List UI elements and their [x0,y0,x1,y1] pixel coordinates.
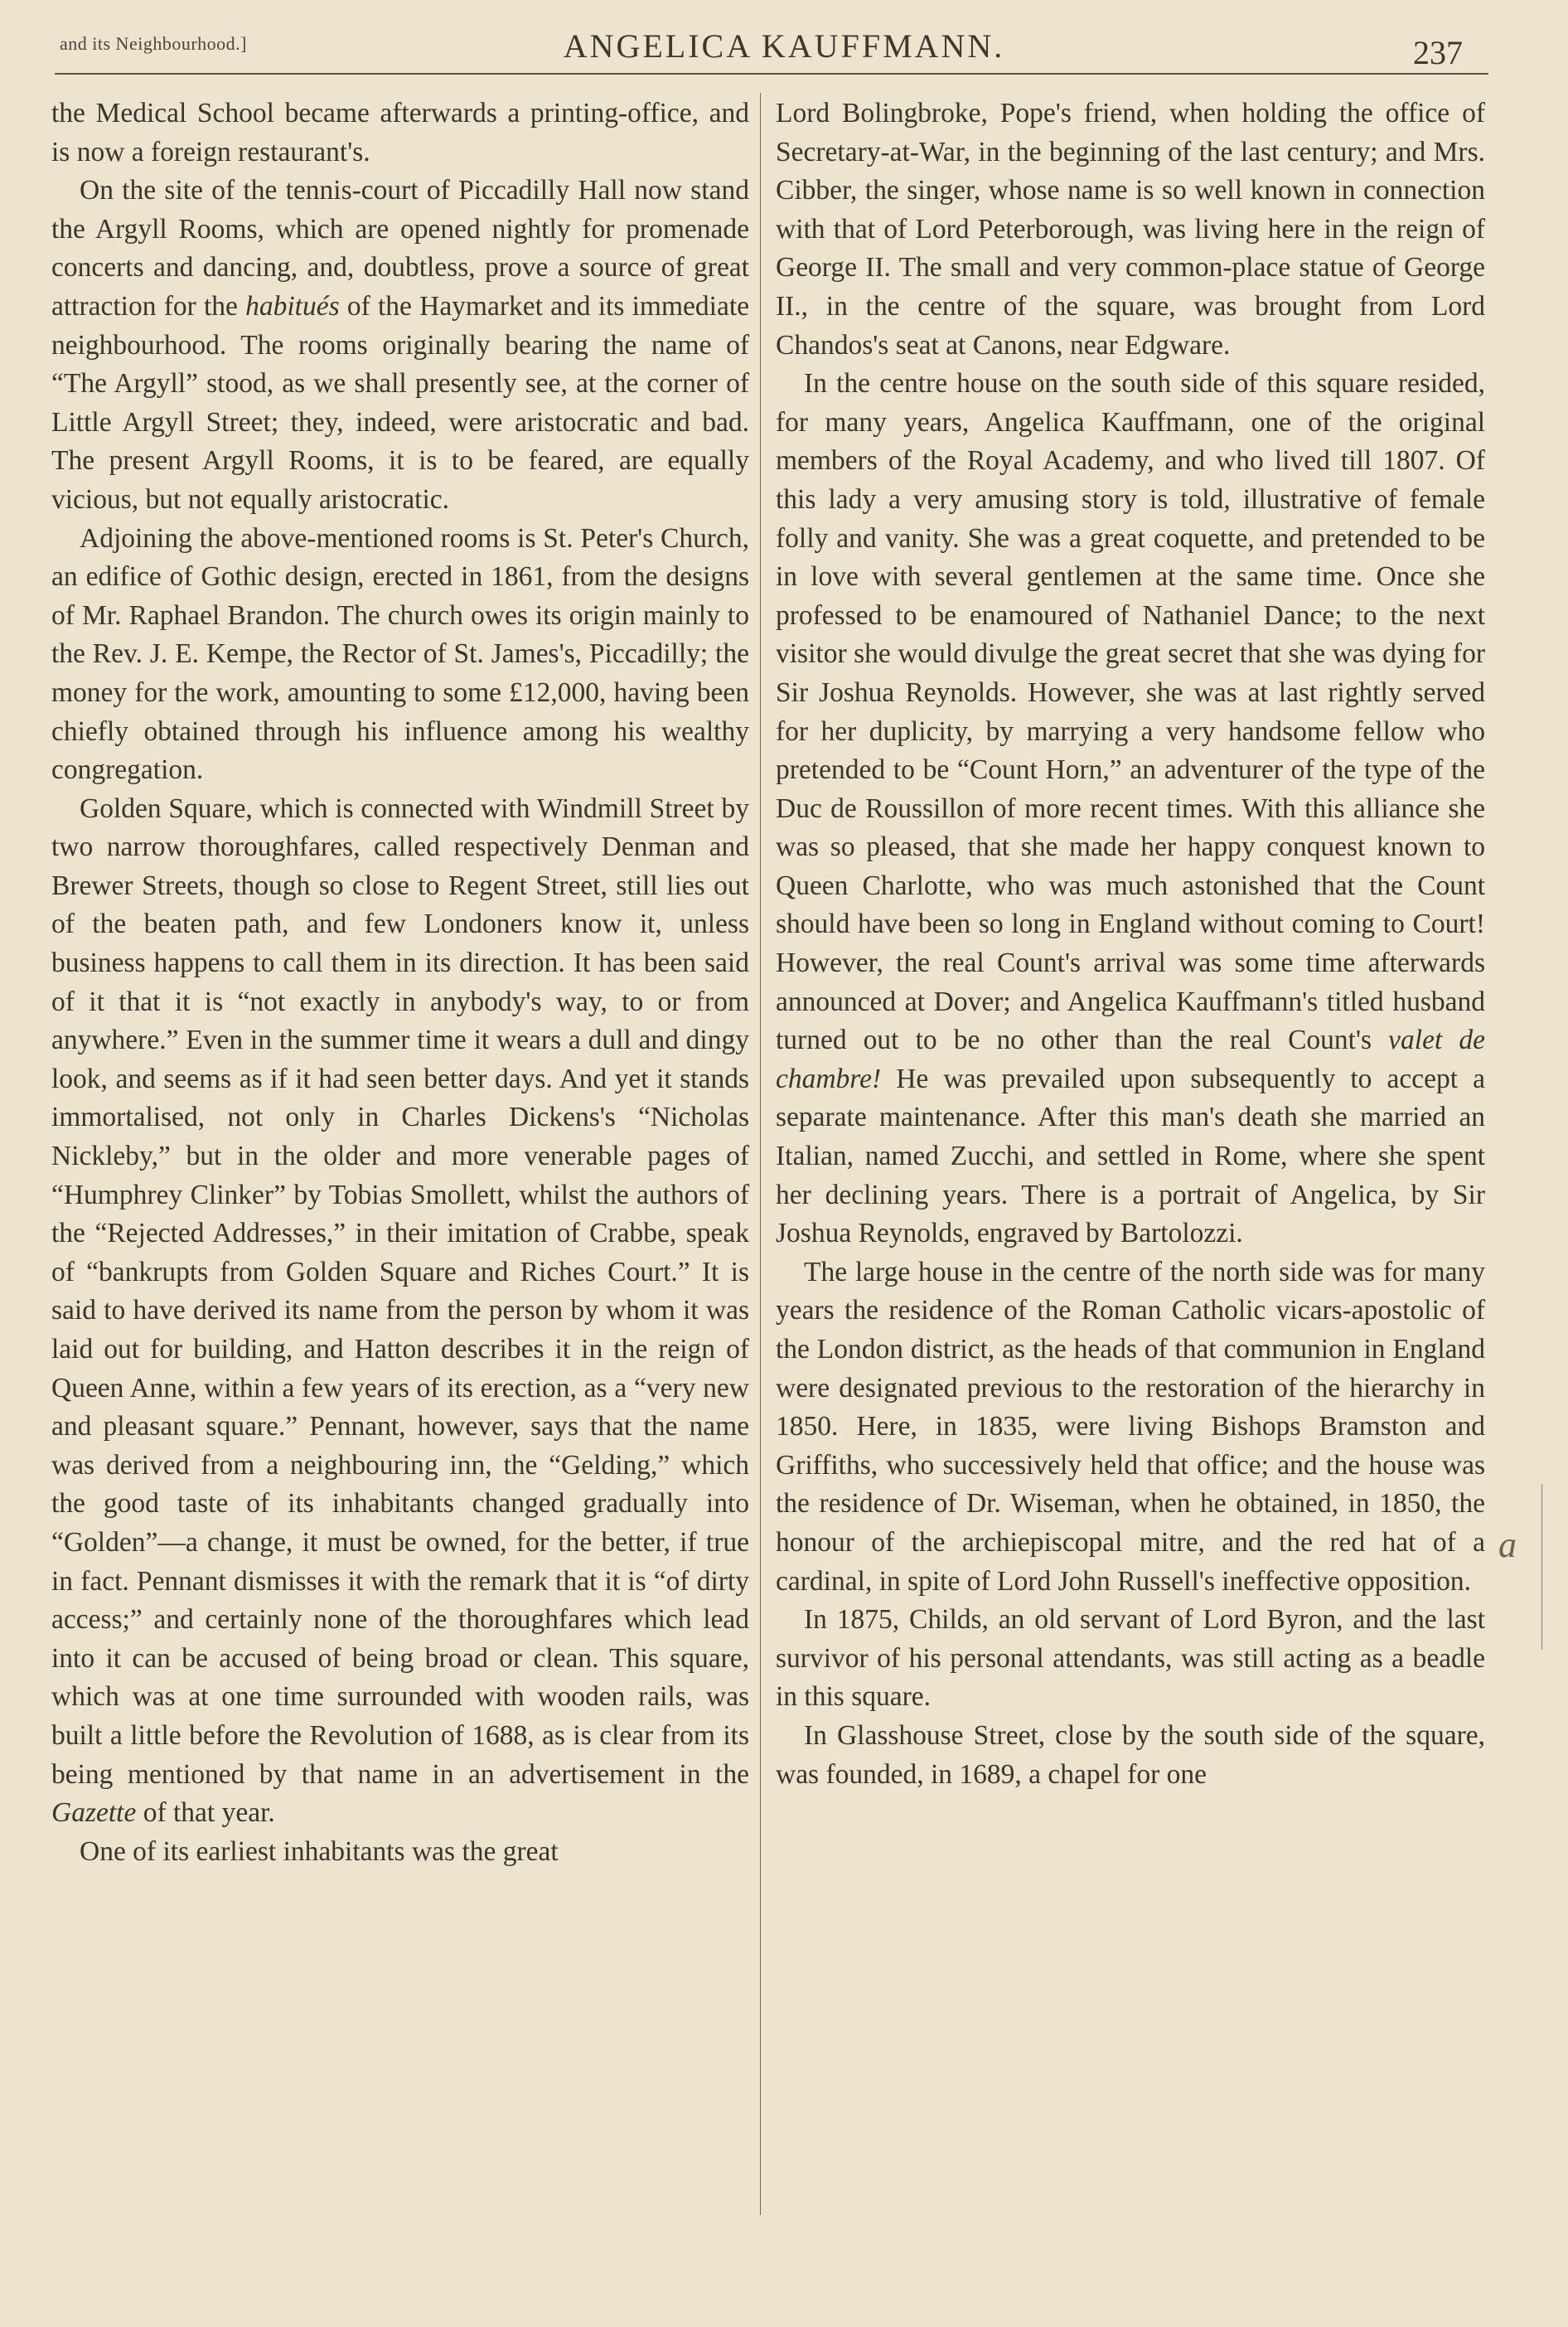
page-number: 237 [1413,34,1463,71]
header-rule [55,73,1488,75]
left-column [51,95,749,1871]
right-paragraph-5: In Glasshouse Street, close by the south side of the square, was founded, in 1689, a chapel for one [776,1719,1485,1790]
running-head: and its Neighbourhood.] [60,33,247,54]
right-column [776,95,1485,1794]
right-paragraph-2: In the centre house on the south side of this square resided, for many years, Angelica Kauffmann, one of the original members of the Royal Academy, and who lived till 1807. Of this lady a very amusing story is told, illustrative of female folly and vanity. She was a great coquette, and pretended to be in love with several gentlemen at the same time. Once she professed to be enamoured of Nathaniel Dance; to the next visitor she would divulge the great secret that she was dying for Sir Joshua Reynolds. However, she was at last rightly served for her duplicity, by marrying a very handsome fellow who pretended to be “Count Horn,” an adventurer of the type of the Duc de Roussillon of more recent times. With this alliance she was so pleased, that she made her happy conquest known to Queen Charlotte, who was much astonished that the Count should have been so long in England without coming to Court! However, the real Count's arrival was some time afterwards announced at Dover; and Angelica Kauffmann's titled husband turned out to be no other than the real Count's valet de chambre! He was prevailed upon subsequently to accept a separate maintenance. After this man's death she married an Italian, named Zucchi, and settled in Rome, where she spent her declining years. There is a portrait of Angelica, by Sir Joshua Reynolds, engraved by Bartolozzi. [776,368,1485,1249]
right-paragraph-1: Lord Bolingbroke, Pope's friend, when holding the office of Secretary-at-War, in the beginning of the last century; and Mrs. Cibber, the singer, whose name is so well known in connection with that of Lord Peterborough, was living here in the reign of George II. The small and very common-place statue of George II., in the centre of the square, was brought from Lord Chandos's seat at Canons, near Edgware. [776,98,1485,361]
page-title: ANGELICA KAUFFMANN. [563,27,1005,65]
margin-annotation: a [1498,1525,1517,1565]
left-paragraph-3: Adjoining the above-mentioned rooms is St. Peter's Church, an edifice of Gothic design, erected in 1861, from the designs of Mr. Raphael Brandon. The church owes its origin mainly to the Rev. J. E. Kempe, the Rector of St. James's, Piccadilly; the money for the work, amounting to some £12,000, having been chiefly obtained through his influence among his wealthy congregation. [51,522,749,786]
left-paragraph-1: the Medical School became afterwards a printing-office, and is now a foreign restaurant's. [51,98,749,167]
margin-bracket [1541,1484,1542,1650]
left-paragraph-2: On the site of the tennis-court of Piccadilly Hall now stand the Argyll Rooms, which are opened nightly for promenade concerts and dancing, and, doubtless, prove a source of great attraction for the habitués of the Haymarket and its immediate neighbourhood. The rooms originally bearing the name of “The Argyll” stood, as we shall presently see, at the corner of Little Argyll Street; they, indeed, were aristocratic and bad. The present Argyll Rooms, it is to be feared, are equally vicious, but not equally aristocratic. [51,175,749,515]
left-paragraph-4: Golden Square, which is connected with Windmill Street by two narrow thoroughfares, called respectively Denman and Brewer Streets, though so close to Regent Street, still lies out of the beaten path, and few Londoners know it, unless business happens to call them in its direction. It has been said of it that it is “not exactly in anybody's way, to or from anywhere.” Even in the summer time it wears a dull and dingy look, and seems as if it had seen better days. And yet it stands immortalised, not only in Charles Dickens's “Nicholas Nickleby,” but in the older and more venerable pages of “Humphrey Clinker” by Tobias Smollett, whilst the authors of the “Rejected Addresses,” in their imitation of Crabbe, speak of “bankrupts from Golden Square and Riches Court.” It is said to have derived its name from the person by whom it was laid out for building, and Hatton describes it in the reign of Queen Anne, within a few years of its erection, as a “very new and pleasant square.” Pennant, however, says that the name was derived from a neighbouring inn, the “Gelding,” which the good taste of its inhabitants changed gradually into “Golden”—a change, it must be owned, for the better, if true in fact. Pennant dismisses it with the remark that it is “of dirty access;” and certainly none of the thoroughfares which lead into it can be accused of being broad or clean. This square, which was at one time surrounded with wooden rails, was built a little before the Revolution of 1688, as is clear from its being mentioned by that name in an advertisement in the Gazette of that year. [51,793,749,1829]
left-paragraph-5: One of its earliest inhabitants was the great [80,1835,559,1867]
column-divider [760,93,761,2215]
right-paragraph-4: In 1875, Childs, an old servant of Lord Byron, and the last survivor of his personal attendants, was still acting as a beadle in this square. [776,1604,1485,1713]
right-paragraph-3: The large house in the centre of the north side was for many years the residence of the Roman Catholic vicars-apostolic of the London district, as the heads of that communion in England were designated previous to the restoration of the hierarchy in 1850. Here, in 1835, were living Bishops Bramston and Griffiths, who successively held that office; and the house was the residence of Dr. Wiseman, when he obtained, in 1850, the honour of the archiepiscopal mitre, and the red hat of a cardinal, in spite of Lord John Russell's ineffective opposition. [776,1256,1485,1597]
